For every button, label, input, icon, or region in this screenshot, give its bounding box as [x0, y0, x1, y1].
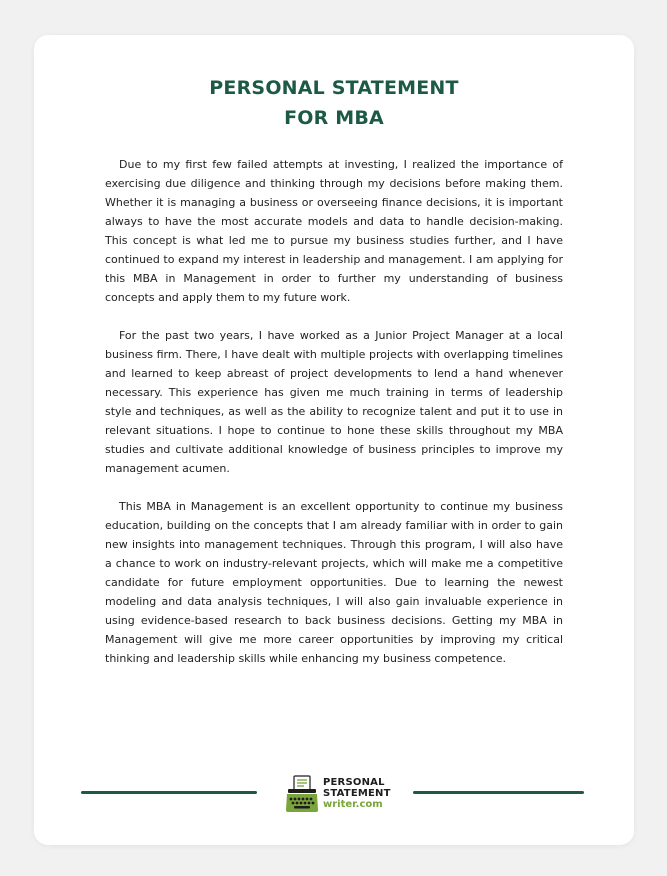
- footer-divider-right: [413, 791, 584, 794]
- paragraph-2: For the past two years, I have worked as a Junior Project Manager at a local business firm. There, I have dealt with multiple projects with overlapping timelines and learned to keep abreast of project developments to lend a hand whenever necessary. This experience has given me much training in terms of leadership style and techniques, as well as the ability to recognize talent and put it to use in relevant situations. I hope to continue to hone these skills throughout my MBA studies and cultivate additional knowledge of business principles to improve my management acumen.: [105, 329, 563, 475]
- logo-wordmark: [323, 777, 391, 810]
- paragraph-3: This MBA in Management is an excellent opportunity to continue my business education, building on the concepts that I am already familiar with in order to gain new insights into management techniques. Through this program, I will also have a chance to work on industry-relevant projects, which will make me a competitive candidate for future employment opportunities. Due to learning the newest modeling and data analysis techniques, I will also gain invaluable experience in using evidence-based research to back business decisions. Getting my MBA in Management will give me more career opportunities by improving my critical thinking and leadership skills while enhancing my business competence.: [105, 500, 563, 665]
- typewriter-icon: [285, 775, 319, 813]
- logo-line-2: STATEMENT: [323, 788, 391, 799]
- title-line-2: FOR MBA: [284, 107, 384, 129]
- site-logo: [285, 775, 395, 813]
- page-title: [34, 73, 634, 133]
- statement-body: [105, 155, 563, 687]
- document-page: [34, 35, 634, 845]
- title-line-1: PERSONAL STATEMENT: [209, 77, 459, 99]
- paragraph-1: Due to my first few failed attempts at investing, I realized the importance of exercising due diligence and thinking through my decisions before making them. Whether it is managing a business or overseeing finance decisions, it is important always to have the most accurate models and data to handle decision-making. This concept is what led me to pursue my business studies further, and I have continued to expand my interest in leadership and management. I am applying for this MBA in Management in order to further my understanding of business concepts and apply them to my future work.: [105, 158, 563, 304]
- logo-line-1: PERSONAL: [323, 777, 385, 788]
- logo-line-3: writer.com: [323, 799, 383, 810]
- footer-divider-left: [81, 791, 257, 794]
